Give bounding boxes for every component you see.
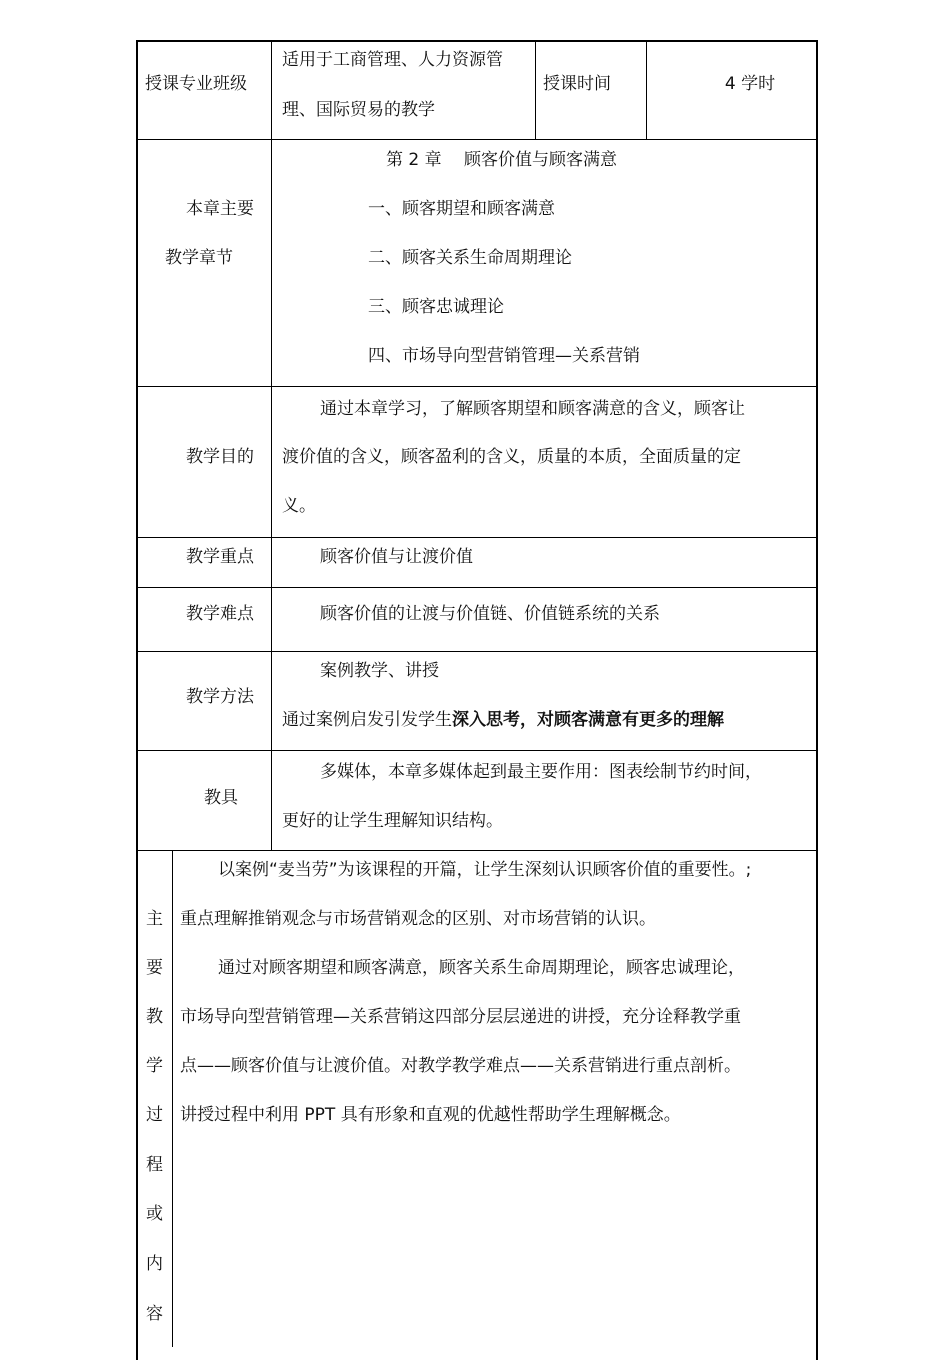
difficulty-label: 教学难点	[186, 604, 254, 624]
column-divider	[172, 850, 173, 1347]
method-line2	[282, 708, 724, 732]
chapter-label-line2: 教学章节	[165, 248, 233, 268]
process-label-char: 主	[146, 909, 163, 929]
chapter-section: 二、顾客关系生命周期理论	[368, 248, 572, 268]
row-divider	[137, 386, 817, 387]
key-point-value: 顾客价值与让渡价值	[320, 547, 473, 567]
process-label-char: 或	[146, 1204, 163, 1224]
process-line: 市场导向型营销管理—关系营销这四部分层层递进的讲授，充分诠释教学重	[180, 1007, 741, 1027]
objective-line3: 义。	[282, 496, 316, 516]
objective-line1: 通过本章学习，了解顾客期望和顾客满意的含义，顾客让	[320, 399, 745, 419]
process-label-char: 容	[146, 1304, 163, 1324]
process-label-char: 内	[146, 1254, 163, 1274]
process-line: 点——顾客价值与让渡价值。对教学教学难点——关系营销进行重点剖析。	[180, 1056, 741, 1076]
time-label: 授课时间	[543, 74, 611, 94]
process-label-char: 要	[146, 958, 163, 978]
key-point-label: 教学重点	[186, 547, 254, 567]
process-line: 以案例“麦当劳”为该课程的开篇，让学生深刻认识顾客价值的重要性。;	[218, 860, 752, 880]
row-divider	[137, 587, 817, 588]
row-divider	[137, 850, 817, 851]
row-divider	[137, 651, 817, 652]
row-divider	[137, 139, 817, 140]
process-label-char: 学	[146, 1056, 163, 1076]
method-line2-bold: 深入思考，对顾客满意有更多的理解	[452, 710, 724, 730]
time-value: 4 学时	[724, 74, 776, 94]
process-label-char: 教	[146, 1007, 163, 1027]
chapter-label-line1: 本章主要	[186, 199, 254, 219]
chapter-section: 一、顾客期望和顾客满意	[368, 199, 555, 219]
method-line2-plain: 通过案例启发引发学生	[282, 710, 452, 730]
column-divider	[271, 41, 272, 850]
major-value-line2: 理、国际贸易的教学	[282, 100, 435, 120]
chapter-title: 第 2 章 顾客价值与顾客满意	[386, 150, 618, 170]
column-divider	[535, 41, 536, 139]
chapter-section: 四、市场导向型营销管理—关系营销	[368, 346, 640, 366]
tools-label: 教具	[204, 788, 238, 808]
tools-line2: 更好的让学生理解知识结构。	[282, 811, 503, 831]
chapter-section: 三、顾客忠诚理论	[368, 297, 504, 317]
process-line: 通过对顾客期望和顾客满意，顾客关系生命周期理论，顾客忠诚理论，	[218, 958, 745, 978]
process-line: 讲授过程中利用 PPT 具有形象和直观的优越性帮助学生理解概念。	[180, 1105, 681, 1125]
difficulty-value: 顾客价值的让渡与价值链、价值链系统的关系	[320, 604, 660, 624]
method-line1: 案例教学、讲授	[320, 661, 439, 681]
objective-line2: 渡价值的含义，顾客盈利的含义，质量的本质，全面质量的定	[282, 447, 741, 467]
tools-line1: 多媒体，本章多媒体起到最主要作用：图表绘制节约时间，	[320, 762, 762, 782]
major-label: 授课专业班级	[145, 74, 247, 94]
method-label: 教学方法	[186, 687, 254, 707]
process-line: 重点理解推销观念与市场营销观念的区别、对市场营销的认识。	[180, 909, 656, 929]
process-label-char: 程	[146, 1155, 163, 1175]
row-divider	[137, 750, 817, 751]
major-value-line1: 适用于工商管理、人力资源管	[282, 50, 503, 70]
process-label-char: 过	[146, 1105, 163, 1125]
row-divider	[137, 537, 817, 538]
objective-label: 教学目的	[186, 447, 254, 467]
